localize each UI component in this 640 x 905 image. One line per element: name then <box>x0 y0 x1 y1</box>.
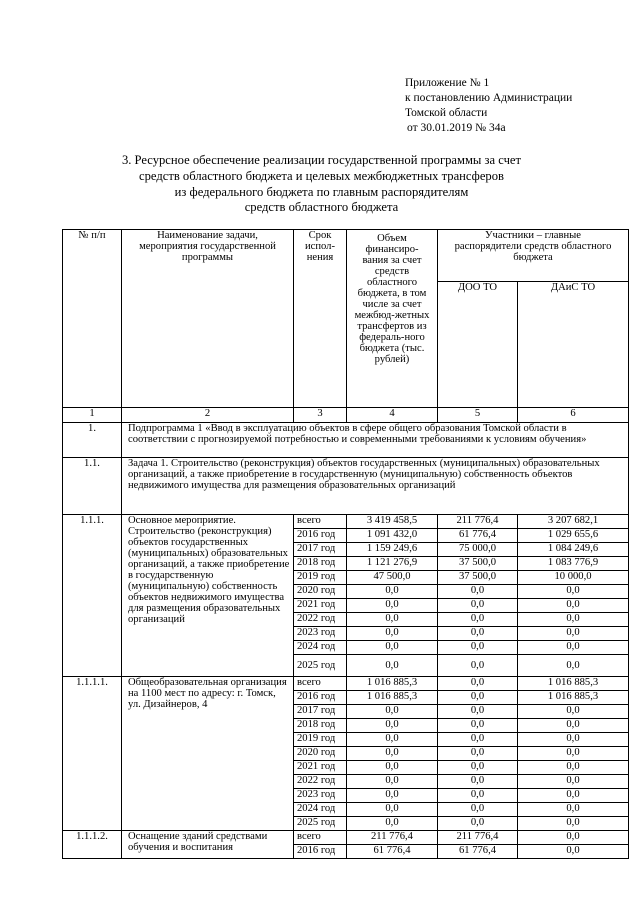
year-cell: 2020 год <box>294 747 347 761</box>
doo-cell: 61 776,4 <box>438 845 518 859</box>
doo-cell: 0,0 <box>438 803 518 817</box>
appendix-line: от 30.01.2019 № 34а <box>407 122 506 134</box>
volume-cell: 0,0 <box>347 747 438 761</box>
dais-cell: 1 084 249,6 <box>518 543 629 557</box>
volume-cell: 0,0 <box>347 627 438 641</box>
volume-cell: 1 091 432,0 <box>347 529 438 543</box>
volume-cell: 0,0 <box>347 641 438 655</box>
year-cell: 2019 год <box>294 571 347 585</box>
year-cell: всего <box>294 831 347 845</box>
volume-cell: 1 016 885,3 <box>347 691 438 705</box>
row-num: 1.1. <box>63 458 122 515</box>
year-cell: 2018 год <box>294 719 347 733</box>
year-cell: всего <box>294 515 347 529</box>
doo-cell: 0,0 <box>438 817 518 831</box>
dais-cell: 0,0 <box>518 655 629 677</box>
volume-cell: 0,0 <box>347 599 438 613</box>
row-num: 1. <box>63 423 122 458</box>
title-line: средств областного бюджета <box>244 200 399 215</box>
doo-cell: 0,0 <box>438 691 518 705</box>
header-doo: ДОО ТО <box>438 282 518 408</box>
year-cell: 2017 год <box>294 705 347 719</box>
volume-cell: 0,0 <box>347 585 438 599</box>
year-cell: 2025 год <box>294 655 347 677</box>
dais-cell: 1 083 776,9 <box>518 557 629 571</box>
dais-cell: 0,0 <box>518 705 629 719</box>
appendix-note <box>405 76 635 136</box>
dais-cell: 0,0 <box>518 817 629 831</box>
volume-cell: 0,0 <box>347 733 438 747</box>
activity-name: Основное мероприятие. Строительство (реконструкция) объектов государственных (муниципальных) образовательных организаций, а также приобретение в государственную (муниципальную) собственность объектов недвижимого имущества для размещения образовательных организаций <box>122 515 294 677</box>
volume-cell: 1 016 885,3 <box>347 677 438 691</box>
appendix-line: Томской области <box>405 107 488 119</box>
dais-cell: 0,0 <box>518 845 629 859</box>
year-cell: 2020 год <box>294 585 347 599</box>
doo-cell: 0,0 <box>438 719 518 733</box>
volume-cell: 0,0 <box>347 655 438 677</box>
row-num: 1.1.1.2. <box>63 831 122 859</box>
table-row <box>63 831 629 845</box>
header-dais: ДАиС ТО <box>518 282 629 408</box>
doo-cell: 37 500,0 <box>438 571 518 585</box>
year-cell: 2024 год <box>294 803 347 817</box>
dais-cell: 0,0 <box>518 719 629 733</box>
dais-cell: 0,0 <box>518 761 629 775</box>
volume-cell: 0,0 <box>347 761 438 775</box>
doo-cell: 0,0 <box>438 613 518 627</box>
row-num: 1.1.1.1. <box>63 677 122 831</box>
year-cell: 2017 год <box>294 543 347 557</box>
column-number: 6 <box>518 408 629 423</box>
volume-cell: 61 776,4 <box>347 845 438 859</box>
doo-cell: 0,0 <box>438 677 518 691</box>
volume-cell: 47 500,0 <box>347 571 438 585</box>
year-cell: 2023 год <box>294 789 347 803</box>
dais-cell: 10 000,0 <box>518 571 629 585</box>
doo-cell: 0,0 <box>438 761 518 775</box>
header-name: Наименование задачи, мероприятия государственной программы <box>122 230 294 408</box>
doo-cell: 0,0 <box>438 775 518 789</box>
blocks-body <box>63 515 629 859</box>
dais-cell: 0,0 <box>518 627 629 641</box>
doo-cell: 211 776,4 <box>438 515 518 529</box>
resource-table <box>62 229 629 859</box>
volume-cell: 0,0 <box>347 719 438 733</box>
dais-cell: 0,0 <box>518 775 629 789</box>
volume-cell: 0,0 <box>347 613 438 627</box>
volume-cell: 1 121 276,9 <box>347 557 438 571</box>
dais-cell: 0,0 <box>518 599 629 613</box>
year-cell: 2025 год <box>294 817 347 831</box>
table-row <box>63 677 629 691</box>
year-cell: 2023 год <box>294 627 347 641</box>
column-number: 1 <box>63 408 122 423</box>
dais-cell: 1 016 885,3 <box>518 677 629 691</box>
volume-cell: 3 419 458,5 <box>347 515 438 529</box>
volume-cell: 0,0 <box>347 705 438 719</box>
column-number: 5 <box>438 408 518 423</box>
dais-cell: 1 016 885,3 <box>518 691 629 705</box>
dais-cell: 1 029 655,6 <box>518 529 629 543</box>
dais-cell: 0,0 <box>518 585 629 599</box>
year-cell: 2019 год <box>294 733 347 747</box>
dais-cell: 0,0 <box>518 789 629 803</box>
volume-cell: 0,0 <box>347 803 438 817</box>
header-volume: Объем финансиро-вания за счет средств областного бюджета, в том числе за счет межбюд-жетных трансфертов из федераль-ного бюджета (тыс. рублей) <box>347 230 438 408</box>
volume-cell: 0,0 <box>347 817 438 831</box>
dais-cell: 0,0 <box>518 613 629 627</box>
column-number: 3 <box>294 408 347 423</box>
year-cell: 2018 год <box>294 557 347 571</box>
dais-cell: 0,0 <box>518 733 629 747</box>
subprogram-title: Подпрограмма 1 «Ввод в эксплуатацию объектов в сфере общего образования Томской области в соответствии с прогнозируемой потребностью и современными требованиями к условиям обучения» <box>122 423 629 458</box>
dais-cell: 0,0 <box>518 747 629 761</box>
header-num: № п/п <box>63 230 122 408</box>
year-cell: 2021 год <box>294 599 347 613</box>
task-title: Задача 1. Строительство (реконструкция) объектов государственных (муниципальных) образовательных организаций, а также приобретение в государственную (муниципальную) собственность объектов недвижимого имущества для размещения образовательных организаций <box>122 458 629 515</box>
document-title <box>40 153 603 216</box>
doo-cell: 0,0 <box>438 789 518 803</box>
title-line: средств областного бюджета и целевых межбюджетных трансферов <box>139 168 504 183</box>
year-cell: всего <box>294 677 347 691</box>
dais-cell: 0,0 <box>518 641 629 655</box>
dais-cell: 0,0 <box>518 803 629 817</box>
doo-cell: 0,0 <box>438 641 518 655</box>
table-row <box>63 515 629 529</box>
year-cell: 2022 год <box>294 775 347 789</box>
year-cell: 2022 год <box>294 613 347 627</box>
doo-cell: 211 776,4 <box>438 831 518 845</box>
doo-cell: 0,0 <box>438 599 518 613</box>
year-cell: 2024 год <box>294 641 347 655</box>
doo-cell: 0,0 <box>438 655 518 677</box>
header-term: Срок испол-нения <box>294 230 347 408</box>
header-participants: Участники – главные распорядители средств областного бюджета <box>438 230 629 282</box>
row-num: 1.1.1. <box>63 515 122 677</box>
doo-cell: 0,0 <box>438 627 518 641</box>
dais-cell: 3 207 682,1 <box>518 515 629 529</box>
doo-cell: 0,0 <box>438 733 518 747</box>
doo-cell: 37 500,0 <box>438 557 518 571</box>
doo-cell: 0,0 <box>438 747 518 761</box>
activity-name: Общеобразовательная организация на 1100 мест по адресу: г. Томск, ул. Дизайнеров, 4 <box>122 677 294 831</box>
volume-cell: 0,0 <box>347 789 438 803</box>
year-cell: 2021 год <box>294 761 347 775</box>
year-cell: 2016 год <box>294 529 347 543</box>
title-line: 3. Ресурсное обеспечение реализации государственной программы за счет <box>121 153 522 167</box>
dais-cell: 0,0 <box>518 831 629 845</box>
column-number: 2 <box>122 408 294 423</box>
volume-cell: 211 776,4 <box>347 831 438 845</box>
volume-cell: 0,0 <box>347 775 438 789</box>
doo-cell: 61 776,4 <box>438 529 518 543</box>
activity-name: Оснащение зданий средствами обучения и воспитания <box>122 831 294 859</box>
doo-cell: 0,0 <box>438 705 518 719</box>
appendix-line: к постановлению Администрации <box>405 92 573 104</box>
column-number: 4 <box>347 408 438 423</box>
appendix-line: Приложение № 1 <box>405 77 490 89</box>
year-cell: 2016 год <box>294 845 347 859</box>
doo-cell: 75 000,0 <box>438 543 518 557</box>
title-line: из федерального бюджета по главным распорядителям <box>174 184 469 199</box>
year-cell: 2016 год <box>294 691 347 705</box>
volume-cell: 1 159 249,6 <box>347 543 438 557</box>
doo-cell: 0,0 <box>438 585 518 599</box>
